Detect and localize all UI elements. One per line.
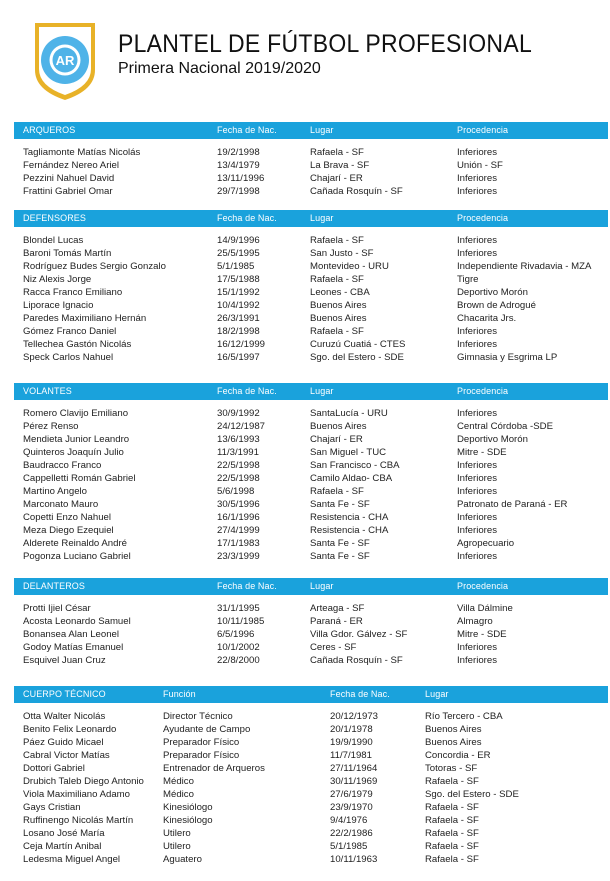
column-header-origin: Procedencia bbox=[457, 581, 509, 591]
player-list bbox=[0, 147, 610, 199]
birth-place: San Justo - SF bbox=[310, 248, 374, 259]
birth-place: Rafaela - SF bbox=[310, 147, 364, 158]
player-row bbox=[0, 616, 610, 629]
player-name: Romero Clavijo Emiliano bbox=[23, 408, 129, 419]
birth-date: 19/9/1990 bbox=[330, 737, 373, 748]
birth-place: Rafaela - SF bbox=[425, 776, 479, 787]
staff-role: Kinesiólogo bbox=[163, 815, 213, 826]
birth-date: 23/3/1999 bbox=[217, 551, 260, 562]
staff-name: Cabral Victor Matías bbox=[23, 750, 110, 761]
staff-name: Gays Cristian bbox=[23, 802, 81, 813]
birth-date: 23/9/1970 bbox=[330, 802, 373, 813]
roster-section bbox=[0, 122, 610, 199]
birth-place: Rafaela - SF bbox=[310, 486, 364, 497]
birth-date: 27/6/1979 bbox=[330, 789, 373, 800]
origin-club: Inferiores bbox=[457, 642, 497, 653]
birth-place: Cañada Rosquín - SF bbox=[310, 655, 403, 666]
origin-club: Inferiores bbox=[457, 655, 497, 666]
birth-date: 10/4/1992 bbox=[217, 300, 260, 311]
player-row bbox=[0, 486, 610, 499]
staff-role: Utilero bbox=[163, 828, 191, 839]
column-header-place: Lugar bbox=[310, 581, 334, 591]
birth-place: Buenos Aires bbox=[310, 421, 367, 432]
staff-role: Preparador Físico bbox=[163, 750, 240, 761]
birth-place: Arteaga - SF bbox=[310, 603, 365, 614]
player-name: Bonansea Alan Leonel bbox=[23, 629, 120, 640]
column-header-place: Lugar bbox=[310, 386, 334, 396]
player-list bbox=[0, 235, 610, 365]
column-header-place: Lugar bbox=[310, 125, 334, 135]
club-crest-logo bbox=[32, 20, 98, 102]
birth-place: La Brava - SF bbox=[310, 160, 370, 171]
player-name: Martino Angelo bbox=[23, 486, 87, 497]
birth-place: Totoras - SF bbox=[425, 763, 478, 774]
staff-role: Entrenador de Arqueros bbox=[163, 763, 265, 774]
birth-date: 30/9/1992 bbox=[217, 408, 260, 419]
staff-role: Kinesiólogo bbox=[163, 802, 213, 813]
section-header-bar bbox=[14, 122, 606, 139]
page-title: PLANTEL DE FÚTBOL PROFESIONAL bbox=[118, 30, 533, 58]
staff-row bbox=[0, 815, 610, 828]
player-name: Paredes Maximiliano Hernán bbox=[23, 313, 147, 324]
origin-club: Almagro bbox=[457, 616, 493, 627]
staff-role: Médico bbox=[163, 776, 194, 787]
player-name: Quinteros Joaquín Julio bbox=[23, 447, 124, 458]
birth-place: Rafaela - SF bbox=[425, 815, 479, 826]
origin-club: Agropecuario bbox=[457, 538, 515, 549]
player-row bbox=[0, 274, 610, 287]
player-row bbox=[0, 551, 610, 564]
origin-club: Independiente Rivadavia - MZA bbox=[457, 261, 592, 272]
player-row bbox=[0, 235, 610, 248]
staff-name: Ruffinengo Nicolás Martín bbox=[23, 815, 134, 826]
staff-row bbox=[0, 763, 610, 776]
staff-name: Benito Felix Leonardo bbox=[23, 724, 117, 735]
birth-place: Curuzú Cuatiá - CTES bbox=[310, 339, 406, 350]
column-header-date: Fecha de Nac. bbox=[217, 125, 277, 135]
roster-section bbox=[0, 578, 610, 668]
player-name: Pogonza Luciano Gabriel bbox=[23, 551, 131, 562]
origin-club: Inferiores bbox=[457, 525, 497, 536]
birth-date: 18/2/1998 bbox=[217, 326, 260, 337]
birth-date: 22/2/1986 bbox=[330, 828, 373, 839]
birth-place: Santa Fe - SF bbox=[310, 551, 370, 562]
origin-club: Mitre - SDE bbox=[457, 447, 507, 458]
birth-date: 25/5/1995 bbox=[217, 248, 260, 259]
staff-name: Páez Guido Micael bbox=[23, 737, 104, 748]
staff-role: Médico bbox=[163, 789, 194, 800]
birth-date: 13/4/1979 bbox=[217, 160, 260, 171]
origin-club: Tigre bbox=[457, 274, 479, 285]
column-header-date: Fecha de Nac. bbox=[217, 213, 277, 223]
birth-place: Chajarí - ER bbox=[310, 173, 363, 184]
birth-place: Concordia - ER bbox=[425, 750, 491, 761]
staff-name: Ceja Martín Anibal bbox=[23, 841, 102, 852]
roster-section bbox=[0, 383, 610, 564]
birth-date: 30/11/1969 bbox=[330, 776, 378, 787]
player-row bbox=[0, 629, 610, 642]
staff-row bbox=[0, 802, 610, 815]
staff-role: Utilero bbox=[163, 841, 191, 852]
birth-date: 13/11/1996 bbox=[217, 173, 265, 184]
origin-club: Inferiores bbox=[457, 186, 497, 197]
player-name: Cappelletti Román Gabriel bbox=[23, 473, 136, 484]
player-name: Frattini Gabriel Omar bbox=[23, 186, 113, 197]
player-name: Godoy Matías Emanuel bbox=[23, 642, 124, 653]
player-name: Gómez Franco Daniel bbox=[23, 326, 117, 337]
origin-club: Inferiores bbox=[457, 147, 497, 158]
player-row bbox=[0, 603, 610, 616]
player-name: Marconato Mauro bbox=[23, 499, 99, 510]
player-row bbox=[0, 173, 610, 186]
section-title: DEFENSORES bbox=[23, 213, 87, 223]
birth-date: 16/1/1996 bbox=[217, 512, 260, 523]
origin-club: Deportivo Morón bbox=[457, 434, 528, 445]
column-header-date: Fecha de Nac. bbox=[217, 581, 277, 591]
staff-list bbox=[0, 711, 610, 867]
staff-role: Director Técnico bbox=[163, 711, 233, 722]
staff-section bbox=[0, 686, 610, 867]
column-header-date: Fecha de Nac. bbox=[330, 689, 390, 699]
birth-place: Buenos Aires bbox=[425, 737, 482, 748]
birth-place: Montevideo - URU bbox=[310, 261, 389, 272]
staff-row bbox=[0, 841, 610, 854]
origin-club: Inferiores bbox=[457, 486, 497, 497]
player-name: Alderete Reinaldo André bbox=[23, 538, 128, 549]
origin-club: Central Córdoba -SDE bbox=[457, 421, 553, 432]
birth-date: 24/12/1987 bbox=[217, 421, 266, 432]
column-header-place: Lugar bbox=[425, 689, 449, 699]
origin-club: Mitre - SDE bbox=[457, 629, 507, 640]
staff-row bbox=[0, 854, 610, 867]
birth-place: Buenos Aires bbox=[425, 724, 482, 735]
player-name: Rodríguez Budes Sergio Gonzalo bbox=[23, 261, 166, 272]
staff-name: Otta Walter Nicolás bbox=[23, 711, 106, 722]
birth-place: Rafaela - SF bbox=[425, 802, 479, 813]
page-header bbox=[0, 0, 610, 120]
birth-date: 27/4/1999 bbox=[217, 525, 260, 536]
column-header-origin: Procedencia bbox=[457, 213, 509, 223]
player-row bbox=[0, 434, 610, 447]
birth-place: Rafaela - SF bbox=[310, 326, 364, 337]
player-row bbox=[0, 287, 610, 300]
player-name: Pérez Renso bbox=[23, 421, 79, 432]
column-header-role: Función bbox=[163, 689, 196, 699]
staff-row bbox=[0, 828, 610, 841]
origin-club: Gimnasia y Esgrima LP bbox=[457, 352, 558, 363]
birth-place: Cañada Rosquín - SF bbox=[310, 186, 403, 197]
birth-place: Ceres - SF bbox=[310, 642, 357, 653]
origin-club: Inferiores bbox=[457, 248, 497, 259]
birth-date: 10/1/2002 bbox=[217, 642, 260, 653]
origin-club: Inferiores bbox=[457, 326, 497, 337]
staff-row bbox=[0, 711, 610, 724]
player-name: Mendieta Junior Leandro bbox=[23, 434, 130, 445]
player-row bbox=[0, 460, 610, 473]
birth-date: 13/6/1993 bbox=[217, 434, 260, 445]
birth-date: 6/5/1996 bbox=[217, 629, 255, 640]
player-name: Racca Franco Emiliano bbox=[23, 287, 123, 298]
staff-row bbox=[0, 789, 610, 802]
origin-club: Inferiores bbox=[457, 473, 497, 484]
birth-place: Rafaela - SF bbox=[310, 235, 364, 246]
staff-name: Losano José María bbox=[23, 828, 105, 839]
birth-place: Sgo. del Estero - SDE bbox=[425, 789, 519, 800]
player-name: Tellechea Gastón Nicolás bbox=[23, 339, 132, 350]
player-name: Niz Alexis Jorge bbox=[23, 274, 92, 285]
birth-place: Santa Fe - SF bbox=[310, 499, 370, 510]
player-row bbox=[0, 473, 610, 486]
origin-club: Inferiores bbox=[457, 512, 497, 523]
column-header-place: Lugar bbox=[310, 213, 334, 223]
staff-name: Viola Maximiliano Adamo bbox=[23, 789, 131, 800]
origin-club: Inferiores bbox=[457, 460, 497, 471]
birth-place: Buenos Aires bbox=[310, 300, 367, 311]
player-name: Blondel Lucas bbox=[23, 235, 84, 246]
staff-role: Ayudante de Campo bbox=[163, 724, 251, 735]
player-name: Meza Diego Ezequiel bbox=[23, 525, 114, 536]
staff-name: Ledesma Miguel Angel bbox=[23, 854, 121, 865]
birth-date: 17/1/1983 bbox=[217, 538, 260, 549]
birth-date: 5/6/1998 bbox=[217, 486, 255, 497]
origin-club: Inferiores bbox=[457, 173, 497, 184]
section-header-bar bbox=[14, 578, 606, 595]
birth-date: 5/1/1985 bbox=[217, 261, 255, 272]
staff-role: Aguatero bbox=[163, 854, 202, 865]
birth-place: San Miguel - TUC bbox=[310, 447, 387, 458]
crest-monogram: AR bbox=[55, 53, 75, 68]
birth-date: 17/5/1988 bbox=[217, 274, 260, 285]
page-subtitle: Primera Nacional 2019/2020 bbox=[118, 60, 321, 77]
birth-date: 14/9/1996 bbox=[217, 235, 260, 246]
birth-date: 11/7/1981 bbox=[330, 750, 372, 761]
birth-date: 9/4/1976 bbox=[330, 815, 368, 826]
player-row bbox=[0, 525, 610, 538]
origin-club: Brown de Adrogué bbox=[457, 300, 536, 311]
player-row bbox=[0, 538, 610, 551]
birth-date: 10/11/1985 bbox=[217, 616, 265, 627]
player-row bbox=[0, 300, 610, 313]
column-header-date: Fecha de Nac. bbox=[217, 386, 277, 396]
section-header-bar bbox=[14, 686, 606, 703]
staff-row bbox=[0, 776, 610, 789]
origin-club: Unión - SF bbox=[457, 160, 503, 171]
birth-place: Chajarí - ER bbox=[310, 434, 363, 445]
player-name: Esquivel Juan Cruz bbox=[23, 655, 106, 666]
birth-date: 20/12/1973 bbox=[330, 711, 379, 722]
section-title: CUERPO TÉCNICO bbox=[23, 689, 106, 699]
origin-club: Inferiores bbox=[457, 339, 497, 350]
birth-date: 27/11/1964 bbox=[330, 763, 378, 774]
birth-date: 22/8/2000 bbox=[217, 655, 260, 666]
birth-date: 16/12/1999 bbox=[217, 339, 266, 350]
birth-date: 16/5/1997 bbox=[217, 352, 260, 363]
player-row bbox=[0, 499, 610, 512]
player-row bbox=[0, 339, 610, 352]
player-row bbox=[0, 408, 610, 421]
section-title: ARQUEROS bbox=[23, 125, 76, 135]
birth-place: Resistencia - CHA bbox=[310, 512, 389, 523]
staff-row bbox=[0, 750, 610, 763]
player-row bbox=[0, 512, 610, 525]
player-name: Tagliamonte Matías Nicolás bbox=[23, 147, 141, 158]
player-name: Acosta Leonardo Samuel bbox=[23, 616, 131, 627]
birth-date: 26/3/1991 bbox=[217, 313, 260, 324]
birth-place: Rafaela - SF bbox=[425, 841, 479, 852]
birth-place: Rafaela - SF bbox=[425, 828, 479, 839]
section-header-bar bbox=[14, 383, 606, 400]
player-list bbox=[0, 408, 610, 564]
player-row bbox=[0, 147, 610, 160]
origin-club: Inferiores bbox=[457, 551, 497, 562]
birth-date: 10/11/1963 bbox=[330, 854, 378, 865]
player-name: Pezzini Nahuel David bbox=[23, 173, 115, 184]
birth-place: Rafaela - SF bbox=[425, 854, 479, 865]
column-header-origin: Procedencia bbox=[457, 125, 509, 135]
birth-place: Río Tercero - CBA bbox=[425, 711, 503, 722]
birth-date: 22/5/1998 bbox=[217, 473, 260, 484]
birth-place: Paraná - ER bbox=[310, 616, 363, 627]
birth-date: 30/5/1996 bbox=[217, 499, 260, 510]
origin-club: Chacarita Jrs. bbox=[457, 313, 517, 324]
birth-date: 5/1/1985 bbox=[330, 841, 368, 852]
birth-place: Leones - CBA bbox=[310, 287, 370, 298]
section-header-bar bbox=[14, 210, 606, 227]
player-row bbox=[0, 655, 610, 668]
birth-place: Villa Gdor. Gálvez - SF bbox=[310, 629, 408, 640]
birth-place: Santa Fe - SF bbox=[310, 538, 370, 549]
player-name: Liporace Ignacio bbox=[23, 300, 94, 311]
staff-row bbox=[0, 737, 610, 750]
birth-date: 31/1/1995 bbox=[217, 603, 260, 614]
birth-place: SantaLucía - URU bbox=[310, 408, 388, 419]
player-name: Protti Ijiel César bbox=[23, 603, 91, 614]
roster-section bbox=[0, 210, 610, 365]
birth-place: Sgo. del Estero - SDE bbox=[310, 352, 404, 363]
birth-date: 11/3/1991 bbox=[217, 447, 259, 458]
player-row bbox=[0, 261, 610, 274]
section-title: DELANTEROS bbox=[23, 581, 86, 591]
origin-club: Inferiores bbox=[457, 235, 497, 246]
player-name: Baroni Tomás Martín bbox=[23, 248, 112, 259]
player-row bbox=[0, 326, 610, 339]
birth-date: 19/2/1998 bbox=[217, 147, 260, 158]
player-name: Baudracco Franco bbox=[23, 460, 102, 471]
player-row bbox=[0, 642, 610, 655]
origin-club: Patronato de Paraná - ER bbox=[457, 499, 568, 510]
player-name: Fernández Nereo Ariel bbox=[23, 160, 119, 171]
staff-row bbox=[0, 724, 610, 737]
player-row bbox=[0, 421, 610, 434]
birth-place: Resistencia - CHA bbox=[310, 525, 389, 536]
section-title: VOLANTES bbox=[23, 386, 72, 396]
birth-place: San Francisco - CBA bbox=[310, 460, 400, 471]
birth-place: Buenos Aires bbox=[310, 313, 367, 324]
player-name: Copetti Enzo Nahuel bbox=[23, 512, 111, 523]
origin-club: Villa Dálmine bbox=[457, 603, 513, 614]
birth-date: 29/7/1998 bbox=[217, 186, 260, 197]
player-row bbox=[0, 313, 610, 326]
player-row bbox=[0, 186, 610, 199]
staff-name: Drubich Taleb Diego Antonio bbox=[23, 776, 144, 787]
player-row bbox=[0, 447, 610, 460]
player-list bbox=[0, 603, 610, 668]
birth-date: 20/1/1978 bbox=[330, 724, 373, 735]
origin-club: Inferiores bbox=[457, 408, 497, 419]
birth-date: 22/5/1998 bbox=[217, 460, 260, 471]
birth-place: Camilo Aldao- CBA bbox=[310, 473, 393, 484]
birth-date: 15/1/1992 bbox=[217, 287, 260, 298]
player-row bbox=[0, 352, 610, 365]
staff-role: Preparador Físico bbox=[163, 737, 240, 748]
player-name: Speck Carlos Nahuel bbox=[23, 352, 114, 363]
player-row bbox=[0, 248, 610, 261]
column-header-origin: Procedencia bbox=[457, 386, 509, 396]
birth-place: Rafaela - SF bbox=[310, 274, 364, 285]
origin-club: Deportivo Morón bbox=[457, 287, 528, 298]
player-row bbox=[0, 160, 610, 173]
staff-name: Dottori Gabriel bbox=[23, 763, 85, 774]
